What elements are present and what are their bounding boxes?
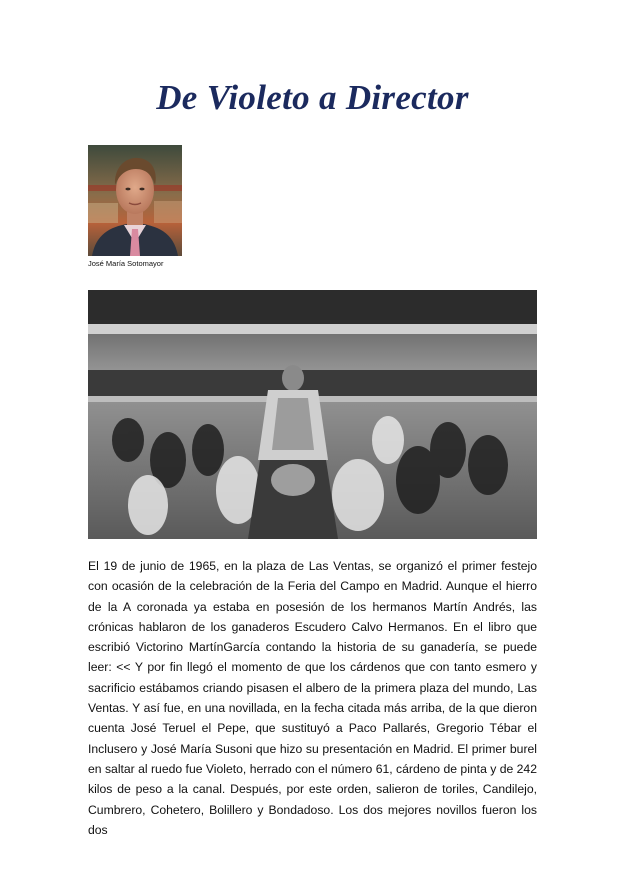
bullfight-photo [88, 290, 537, 539]
article-body: El 19 de junio de 1965, en la plaza de Las Ventas, se organizó el primer festejo con ocasión de la celebración de la Feria del Campo en Madrid. Aunque el hierro de la A coronada ya estaba en posesión de los hermanos Martín Andrés, las crónicas hablaron de los ganaderos Escudero Calvo Hermanos. En el libro que escribió Victorino MartínGarcía contando la historia de su ganadería, se puede leer: << Y por fin llegó el momento de que los cárdenos que con tanto esmero y sacrificio estábamos criando pisasen el albero de la primera plaza del mundo, Las Ventas. Y así fue, en una novillada, en la fecha citada más arriba, de la que dieron cuenta José Teruel el Pepe, que sustituyó a Paco Pallarés, Gregorio Tébar el Inclusero y José María Susoni que hizo su presentación en Madrid. El primer burel en saltar al ruedo fue Violeto, herrado con el número 61, cárdeno de pinta y de 242 kilos de peso a la canal. Después, por este orden, salieron de toriles, Candilejo, Cumbrero, Cohetero, Bolillero y Bondadoso. Los dos mejores novillos fueron los dos [88, 559, 537, 837]
portrait-illustration [88, 145, 182, 256]
bullfight-photo-illustration [88, 290, 537, 539]
article-title: De Violeto a Director [156, 78, 469, 117]
portrait-photo [88, 145, 182, 256]
portrait-caption: José María Sotomayor [88, 259, 164, 268]
